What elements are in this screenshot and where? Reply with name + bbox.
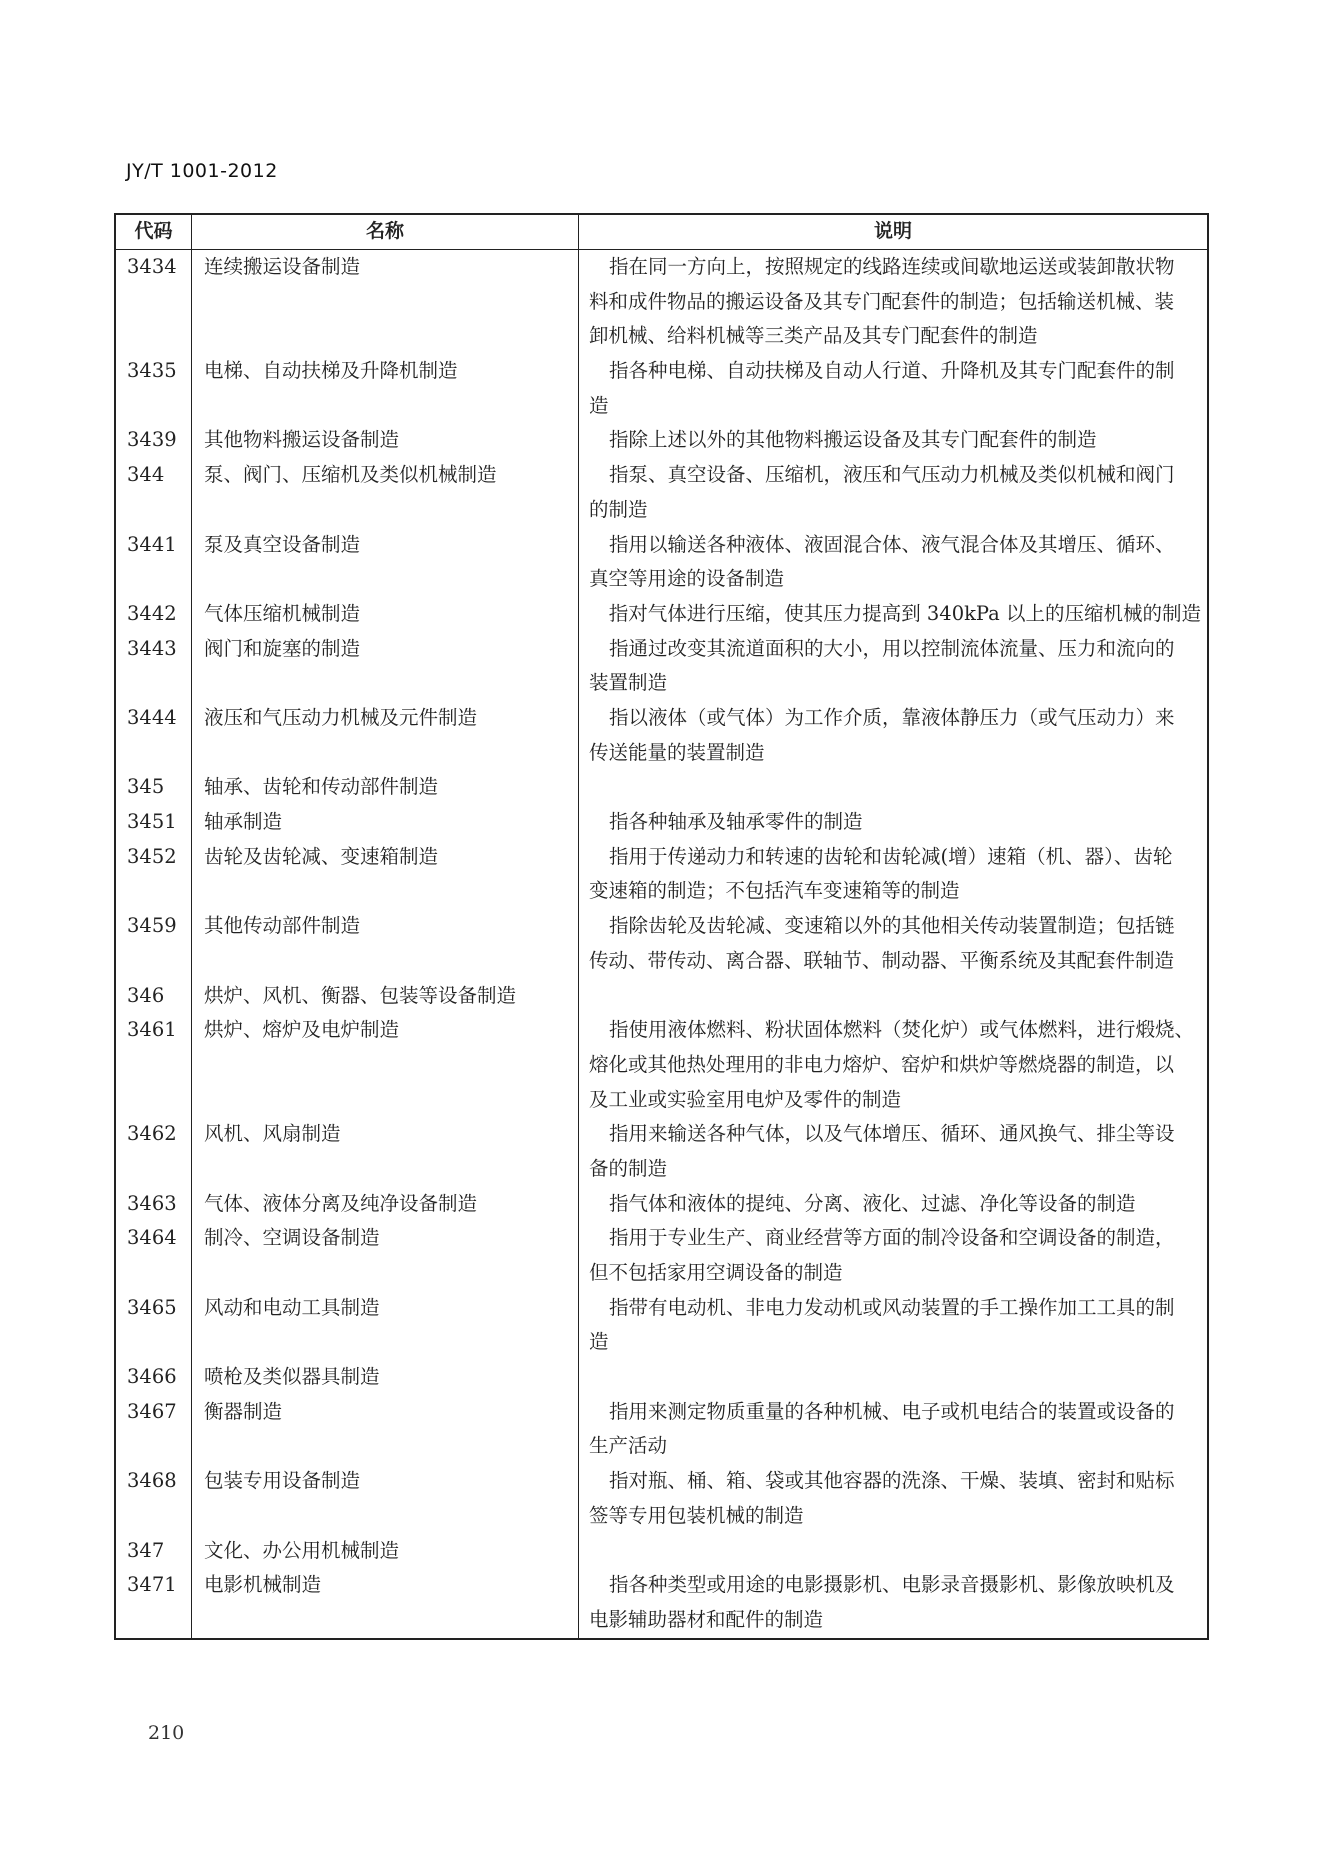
table-row — [116, 632, 1207, 701]
description-line: 指用来测定物质重量的各种机械、电子或机电结合的装置或设备的 — [609, 1399, 1175, 1423]
cell-name: 气体压缩机械制造 — [192, 597, 579, 632]
cell-code: 3444 — [116, 701, 192, 770]
description-line: 指在同一方向上，按照规定的线路连续或间歇地运送或装卸散状物 — [609, 255, 1175, 278]
cell-code: 346 — [116, 979, 192, 1014]
cell-code: 3463 — [116, 1187, 192, 1222]
cell-code: 3452 — [116, 840, 192, 909]
cell-code: 3471 — [116, 1568, 192, 1637]
description-line: 指各种类型或用途的电影摄影机、电影录音摄影机、影像放映机及 — [609, 1573, 1175, 1597]
description-line: 卸机械、给料机械等三类产品及其专门配套件的制造 — [589, 324, 1038, 348]
description-line: 造 — [589, 393, 609, 417]
cell-description — [579, 1534, 1207, 1569]
cell-name: 包装专用设备制造 — [192, 1464, 579, 1533]
cell-description — [579, 1568, 1207, 1637]
cell-name: 气体、液体分离及纯净设备制造 — [192, 1187, 579, 1222]
cell-code: 3441 — [116, 528, 192, 597]
cell-code: 3468 — [116, 1464, 192, 1533]
table-row — [116, 528, 1207, 597]
description-line: 指带有电动机、非电力发动机或风动装置的手工操作加工工具的制 — [609, 1295, 1175, 1319]
table-row — [116, 979, 1207, 1014]
cell-code: 3467 — [116, 1395, 192, 1464]
table-row — [116, 1117, 1207, 1186]
description-line: 指通过改变其流道面积的大小，用以控制流体流量、压力和流向的 — [609, 636, 1175, 660]
description-line: 指各种轴承及轴承零件的制造 — [609, 810, 863, 834]
table-row — [116, 1187, 1207, 1222]
cell-description — [579, 1395, 1207, 1464]
table-row — [116, 840, 1207, 909]
cell-description — [579, 458, 1207, 527]
description-line: 指对瓶、桶、箱、袋或其他容器的洗涤、干燥、装填、密封和贴标 — [609, 1469, 1175, 1493]
table-row — [116, 1464, 1207, 1533]
cell-description — [579, 1013, 1207, 1117]
description-line: 传动、带传动、离合器、联轴节、制动器、平衡系统及其配套件制造 — [589, 948, 1175, 972]
table-row — [116, 1013, 1207, 1117]
cell-name: 电影机械制造 — [192, 1568, 579, 1637]
description-line — [589, 1534, 1201, 1569]
description-line: 变速箱的制造；不包括汽车变速箱等的制造 — [589, 879, 960, 903]
description-line: 指以液体（或气体）为工作介质，靠液体静压力（或气压动力）来 — [609, 705, 1175, 729]
cell-name: 轴承、齿轮和传动部件制造 — [192, 770, 579, 805]
cell-code: 3459 — [116, 909, 192, 978]
description-line: 及工业或实验室用电炉及零件的制造 — [589, 1087, 902, 1111]
cell-description — [579, 597, 1207, 632]
cell-name: 泵及真空设备制造 — [192, 528, 579, 597]
table-row — [116, 458, 1207, 527]
cell-description — [579, 354, 1207, 423]
cell-description — [579, 1221, 1207, 1290]
description-line: 指用以输送各种液体、液固混合体、液气混合体及其增压、循环、 — [609, 532, 1175, 556]
description-line: 指气体和液体的提纯、分离、液化、过滤、净化等设备的制造 — [609, 1191, 1136, 1215]
cell-description — [579, 1464, 1207, 1533]
description-line: 真空等用途的设备制造 — [589, 567, 785, 591]
document-code: JY/T 1001-2012 — [126, 160, 278, 182]
cell-code: 3461 — [116, 1013, 192, 1117]
cell-name: 衡器制造 — [192, 1395, 579, 1464]
table-row — [116, 354, 1207, 423]
table-row — [116, 1568, 1207, 1637]
description-line: 但不包括家用空调设备的制造 — [589, 1261, 843, 1285]
cell-description — [579, 701, 1207, 770]
cell-description — [579, 1117, 1207, 1186]
cell-code: 344 — [116, 458, 192, 527]
cell-name: 轴承制造 — [192, 805, 579, 840]
description-line: 装置制造 — [589, 671, 668, 695]
cell-description — [579, 840, 1207, 909]
description-line: 指用来输送各种气体，以及气体增压、循环、通风换气、排尘等设 — [609, 1122, 1175, 1146]
table-row — [116, 1221, 1207, 1290]
cell-description — [579, 770, 1207, 805]
cell-description — [579, 250, 1207, 354]
cell-name: 喷枪及类似器具制造 — [192, 1360, 579, 1395]
description-line: 指泵、真空设备、压缩机，液压和气压动力机械及类似机械和阀门 — [609, 463, 1175, 487]
table-row — [116, 1360, 1207, 1395]
description-line — [589, 979, 1201, 1014]
cell-name: 连续搬运设备制造 — [192, 250, 579, 354]
description-line: 指除上述以外的其他物料搬运设备及其专门配套件的制造 — [609, 428, 1097, 452]
cell-code: 3466 — [116, 1360, 192, 1395]
cell-name: 烘炉、风机、衡器、包装等设备制造 — [192, 979, 579, 1014]
description-line: 传送能量的装置制造 — [589, 740, 765, 764]
table-row — [116, 597, 1207, 632]
cell-name: 风动和电动工具制造 — [192, 1291, 579, 1360]
page-number: 210 — [148, 1722, 185, 1744]
description-line: 造 — [589, 1330, 609, 1354]
cell-code: 3439 — [116, 423, 192, 458]
cell-name: 其他物料搬运设备制造 — [192, 423, 579, 458]
cell-name: 其他传动部件制造 — [192, 909, 579, 978]
cell-code: 345 — [116, 770, 192, 805]
cell-name: 文化、办公用机械制造 — [192, 1534, 579, 1569]
description-line: 熔化或其他热处理用的非电力熔炉、窑炉和烘炉等燃烧器的制造，以 — [589, 1052, 1175, 1076]
table-row — [116, 805, 1207, 840]
cell-code: 3465 — [116, 1291, 192, 1360]
description-line: 料和成件物品的搬运设备及其专门配套件的制造；包括输送机械、装 — [589, 289, 1175, 313]
cell-description — [579, 1291, 1207, 1360]
cell-description — [579, 1187, 1207, 1222]
table-header-row — [116, 215, 1207, 250]
cell-code: 3462 — [116, 1117, 192, 1186]
cell-name: 烘炉、熔炉及电炉制造 — [192, 1013, 579, 1117]
description-line: 指用于传递动力和转速的齿轮和齿轮减(增）速箱（机、器）、齿轮 — [609, 844, 1173, 868]
cell-code: 347 — [116, 1534, 192, 1569]
table-row — [116, 250, 1207, 354]
cell-description — [579, 979, 1207, 1014]
table-row — [116, 701, 1207, 770]
cell-name: 电梯、自动扶梯及升降机制造 — [192, 354, 579, 423]
cell-name: 泵、阀门、压缩机及类似机械制造 — [192, 458, 579, 527]
description-line: 指用于专业生产、商业经营等方面的制冷设备和空调设备的制造， — [609, 1226, 1175, 1250]
cell-code: 3442 — [116, 597, 192, 632]
description-line: 的制造 — [589, 497, 648, 521]
cell-description — [579, 1360, 1207, 1395]
table-row — [116, 1534, 1207, 1569]
cell-description — [579, 528, 1207, 597]
table-row — [116, 1291, 1207, 1360]
cell-code: 3451 — [116, 805, 192, 840]
description-line: 指除齿轮及齿轮减、变速箱以外的其他相关传动装置制造；包括链 — [609, 914, 1175, 938]
description-line: 备的制造 — [589, 1156, 668, 1180]
description-line: 生产活动 — [589, 1434, 668, 1458]
cell-description — [579, 632, 1207, 701]
column-header-description: 说明 — [873, 220, 912, 242]
cell-name: 齿轮及齿轮减、变速箱制造 — [192, 840, 579, 909]
cell-description — [579, 909, 1207, 978]
cell-code: 3434 — [116, 250, 192, 354]
table-row — [116, 909, 1207, 978]
classification-table — [114, 213, 1209, 1640]
table-row — [116, 770, 1207, 805]
description-line — [589, 1360, 1201, 1395]
cell-code: 3443 — [116, 632, 192, 701]
column-header-name: 名称 — [192, 215, 579, 249]
description-line — [589, 770, 1201, 805]
cell-code: 3435 — [116, 354, 192, 423]
cell-name: 风机、风扇制造 — [192, 1117, 579, 1186]
description-line: 指各种电梯、自动扶梯及自动人行道、升降机及其专门配套件的制 — [609, 359, 1175, 383]
description-line: 电影辅助器材和配件的制造 — [589, 1607, 824, 1631]
cell-code: 3464 — [116, 1221, 192, 1290]
cell-name: 制冷、空调设备制造 — [192, 1221, 579, 1290]
table-body — [116, 250, 1207, 1638]
table-row — [116, 1395, 1207, 1464]
cell-description — [579, 805, 1207, 840]
cell-name: 阀门和旋塞的制造 — [192, 632, 579, 701]
column-header-code: 代码 — [116, 215, 192, 249]
description-line: 指使用液体燃料、粉状固体燃料（焚化炉）或气体燃料，进行煅烧、 — [609, 1018, 1195, 1042]
cell-description — [579, 423, 1207, 458]
description-line: 指对气体进行压缩，使其压力提高到 340kPa 以上的压缩机械的制造 — [608, 601, 1201, 625]
cell-name: 液压和气压动力机械及元件制造 — [192, 701, 579, 770]
table-row — [116, 423, 1207, 458]
description-line: 签等专用包装机械的制造 — [589, 1503, 804, 1527]
